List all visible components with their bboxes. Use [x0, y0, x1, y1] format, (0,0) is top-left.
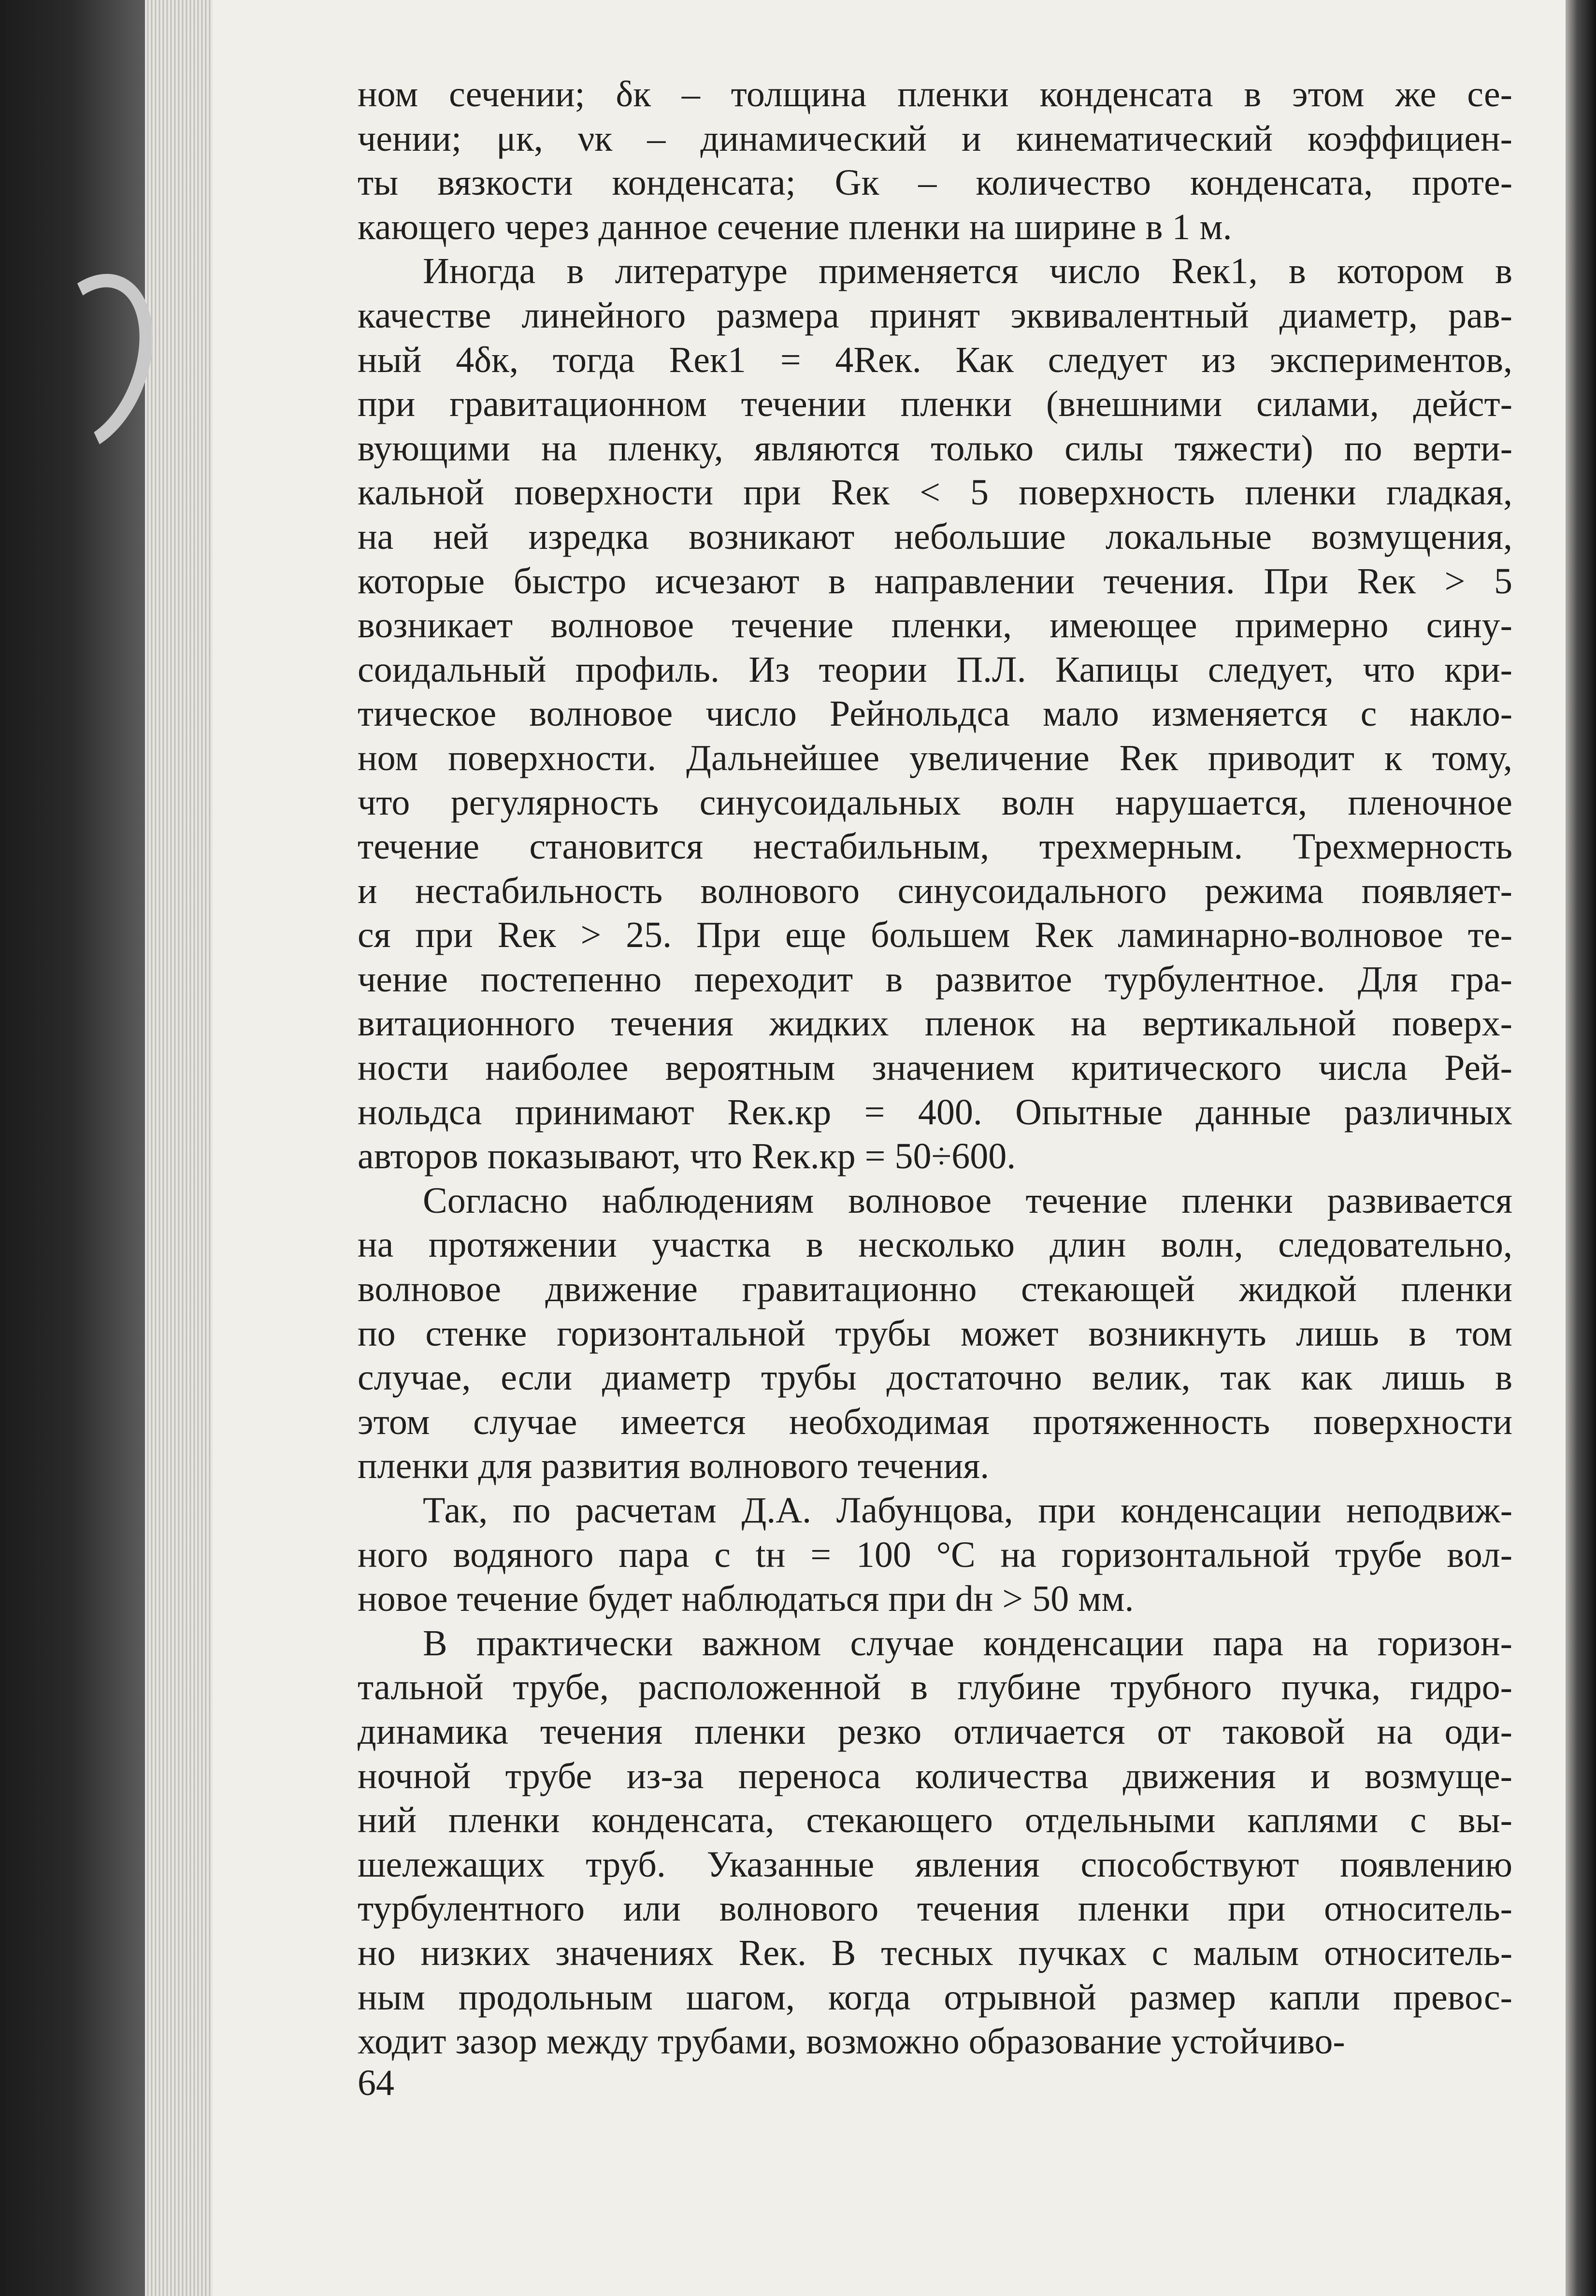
text-line: ного водяного пара с tн = 100 °С на горизонтальной трубе вол-: [358, 1534, 1512, 1575]
book-page: [213, 0, 1566, 2296]
text-line: волновое движение гравитационно стекающей жидкой пленки: [358, 1269, 1512, 1310]
text-line: Иногда в литературе применяется число Reк1, в котором в: [423, 251, 1512, 292]
text-line: авторов показывают, что Reк.кр = 50÷600.: [358, 1136, 1016, 1177]
text-line: ты вязкости конденсата; Gк – количество конденсата, проте-: [358, 162, 1512, 203]
text-line: вующими на пленку, являются только силы тяжести) по верти-: [358, 428, 1512, 469]
text-line: случае, если диаметр трубы достаточно велик, так как лишь в: [358, 1357, 1512, 1398]
page-number: 64: [358, 2063, 394, 2103]
text-line: но низких значениях Reк. В тесных пучках с малым относитель-: [358, 1932, 1512, 1973]
text-line: турбулентного или волнового течения пленки при относитель-: [358, 1888, 1512, 1929]
text-line: соидальный профиль. Из теории П.Л. Капицы следует, что кри-: [358, 649, 1512, 690]
right-shadow-edge: [1562, 0, 1596, 2296]
text-line: на протяжении участка в несколько длин волн, следовательно,: [358, 1224, 1512, 1265]
text-line: шележащих труб. Указанные явления способствуют появлению: [358, 1844, 1512, 1885]
text-line: ности наиболее вероятным значением критического числа Рей-: [358, 1048, 1512, 1089]
text-line: пленки для развития волнового течения.: [358, 1446, 990, 1487]
text-line: В практически важном случае конденсации пара на горизон-: [423, 1622, 1512, 1664]
text-line: динамика течения пленки резко отличается от таковой на оди-: [358, 1711, 1512, 1752]
text-line: ном сечении; δк – толщина пленки конденсата в этом же се-: [358, 74, 1512, 115]
text-line: ном поверхности. Дальнейшее увеличение Reк приводит к тому,: [358, 737, 1512, 778]
text-line: кальной поверхности при Reк < 5 поверхность пленки гладкая,: [358, 472, 1512, 513]
text-line: ся при Reк > 25. При еще большем Reк ламинарно-волновое те-: [358, 915, 1512, 956]
text-line: Так, по расчетам Д.А. Лабунцова, при конденсации неподвиж-: [423, 1490, 1512, 1531]
text-line: этом случае имеется необходимая протяженность поверхности: [358, 1401, 1512, 1442]
text-line: ний пленки конденсата, стекающего отдельными каплями с вы-: [358, 1800, 1512, 1841]
text-line: которые быстро исчезают в направлении течения. При Reк > 5: [358, 560, 1512, 602]
text-line: возникает волновое течение пленки, имеющее примерно сину-: [358, 605, 1512, 646]
text-line: чении; μк, νк – динамический и кинематический коэффициен-: [358, 118, 1512, 159]
paragraph: [358, 249, 1512, 1178]
text-line: нольдса принимают Reк.кр = 400. Опытные данные различных: [358, 1091, 1512, 1133]
text-line: и нестабильность волнового синусоидального режима появляет-: [358, 870, 1512, 911]
text-line: ходит зазор между трубами, возможно образование устойчиво-: [358, 2021, 1345, 2062]
text-line: на ней изредка возникают небольшие локальные возмущения,: [358, 516, 1512, 557]
text-line: течение становится нестабильным, трехмерным. Трехмерность: [358, 826, 1512, 867]
paragraph: [358, 1622, 1512, 2064]
text-line: качестве линейного размера принят эквивалентный диаметр, рав-: [358, 295, 1512, 336]
text-line: тическое волновое число Рейнольдса мало изменяется с накло-: [358, 693, 1512, 734]
text-line: что регулярность синусоидальных волн нарушается, пленочное: [358, 782, 1512, 823]
text-line: при гравитационном течении пленки (внешними силами, дейст-: [358, 384, 1512, 425]
text-line: новое течение будет наблюдаться при dн > 50 мм.: [358, 1578, 1134, 1620]
text-line: ным продольным шагом, когда отрывной размер капли превос-: [358, 1977, 1512, 2018]
text-line: чение постепенно переходит в развитое турбулентное. Для гра-: [358, 959, 1512, 1000]
text-line: ный 4δк, тогда Reк1 = 4Reк. Как следует из экспериментов,: [358, 339, 1512, 380]
text-line: Согласно наблюдениям волновое течение пленки развивается: [423, 1180, 1512, 1221]
text-line: по стенке горизонтальной трубы может возникнуть лишь в том: [358, 1313, 1512, 1354]
text-line: кающего через данное сечение пленки на ширине в 1 м.: [358, 206, 1232, 247]
text-line: тальной трубе, расположенной в глубине трубного пучка, гидро-: [358, 1667, 1512, 1708]
paragraph: [358, 1179, 1512, 1489]
text-line: ночной трубе из-за переноса количества движения и возмуще-: [358, 1755, 1512, 1796]
page-text: [358, 72, 1512, 2064]
paragraph: [358, 1489, 1512, 1622]
text-line: витационного течения жидких пленок на вертикальной поверх-: [358, 1003, 1512, 1044]
paragraph: [358, 72, 1512, 249]
